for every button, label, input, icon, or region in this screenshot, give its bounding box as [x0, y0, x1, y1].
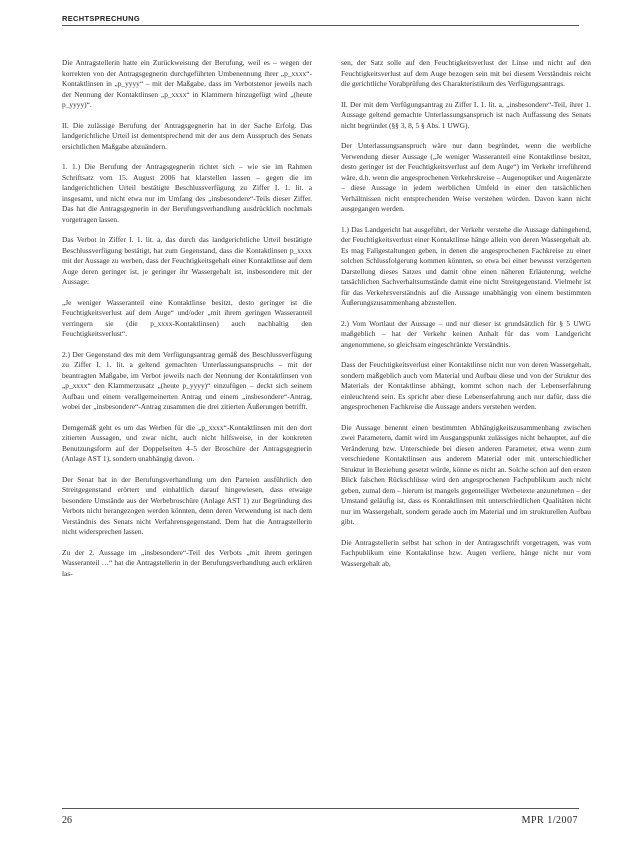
paragraph: 2.) Der Gegenstand des mit dem Verfügungsantrag gemäß des Beschlussverfügung zu Ziffer I. 1. lit. a geltend gemachten Unterlassungsanspruchs – mit der beantragten Maßgabe, im Verbot jeweils nach der Nennung der Kontaktlinsen von „p_xxxx“ den Klammerzusatz „(heute p_yyyy)“ einzufügen – deckt sich seinem Aufbau und einem verallgemeinerten Antrag und einem „insbesondere“-Antrag, wobei der „insbesondere“-Antrag zusammen die drei zitierten Äußerungen betrifft. — [62, 349, 312, 411]
paragraph: Die Antragstellerin selbst hat schon in der Antragsschrift vorgetragen, was vom Fachpublikum eine Kontaktlinse bzw. Augen verliere, hänge nicht nur vom Wassergehalt ab, — [341, 537, 591, 568]
paragraph: Das Verbot in Ziffer I. 1. lit. a, das durch das landgerichtliche Urteil bestätigte Beschlussverfügung bestätigt, hat zum Gegenstand, dass die Kontaktlinsen p_xxxx mit der Aussage zu werben, dass der Feuchtigkeitsgehalt einer Kontaktlinse auf dem Auge deren geringer ist, je geringer ihr Wassergehalt ist, insbesondere mit der Aussage: — [62, 235, 312, 286]
paragraph: 2.) Vom Wortlaut der Aussage – und nur dieser ist grundsätzlich für § 5 UWG maßgeblich – hat der Verkehr keinen Anhalt für das vom Landgericht angenommene, so gleichsam eingeschränkte Verständnis. — [341, 318, 591, 349]
left-column — [62, 58, 312, 589]
right-column — [341, 58, 591, 579]
paragraph: II. Der mit dem Verfügungsantrag zu Ziffer I. 1. lit. a, „insbesondere“-Teil, ihrer 1. Aussage geltend gemachte Unterlassungsanspruch ist nach Auffassung des Senats nicht begründet (§§ 3, 8, 5 § Abs. 1 UWG). — [341, 99, 591, 130]
paragraph: sen, der Satz solle auf den Feuchtigkeitsverlust der Linse und nicht auf den Feuchtigkeitsverlust auf dem Auge bezogen sein mit bei diesem Verständnis reicht die gerichtliche Vorabprüfung des Charakteristikum des Verfügungsantrags. — [341, 58, 591, 88]
paragraph: Dass der Feuchtigkeitsverlust einer Kontaktlinse nicht nur von deren Wassergehalt, sondern maßgeblich auch vom Material und Aufbau diese und von der Struktur des Materials der Kontaktlinse abhängt, kommt schon nach der Lebenserfahrung einleuchtend sein. Es spricht aber diese Lebenserfahrung auch nur dafür, dass die angesprochenen Fachkreise die Aussage anders verstehen werden. — [341, 360, 591, 411]
page-number: 26 — [62, 815, 72, 826]
paragraph: 1. 1.) Die Berufung der Antragsgegnerin richtet sich – wie sie im Rahmen Schriftsatz vom 15. August 2006 hat klarstellen lassen – gegen die im landgerichtlichen Urteil bestätigte Beschlussverfügung zu Ziffer I. 1. lit. a insgesamt, und nicht etwa nur im Umfang des „insbesondere“-Teils dieser Ziffer. Das hat die Antragsgegnerin in der Berufungsverhandlung ausdrücklich nochmals vorgetragen lassen. — [62, 162, 312, 224]
journal-citation: MPR 1/2007 — [521, 815, 578, 826]
paragraph: Der Unterlassungsanspruch wäre nur dann begründet, wenn die werbliche Verwendung dieser Aussage („Je weniger Wasseranteil eine Kontaktlinse besitzt, desto geringer ist der Feuchtigkeitsverlust auf dem Auge“) im Verkehr irreführend wäre, d.h. wenn die angesprochenen Verkehrskreise – Augenoptiker und Augenärzte – diese Aussage in jedem werblichen Umfeld in einer den tatsächlichen Verhältnissen nicht entsprechenden Weise verstehen würden. Davon kann nicht ausgegangen werden. — [341, 141, 591, 213]
paragraph: Der Senat hat in der Berufungsverhandlung um den Parteien ausführlich den Streitgegenstand erörtert und einhaltlich darauf hingewiesen, dass etwaige besondere Umstände aus der Werbebroschüre (Anlage AST 1) zur Begründung des Verbots nicht herangezogen werden könnten, denn deren Verwendung ist nach dem Verständnis des Senats nicht Verfahrensgegenstand. Dem hat die Antragstellerin nicht widersprechen lassen. — [62, 474, 312, 536]
paragraph: 1.) Das Landgericht hat ausgeführt, der Verkehr verstehe die Aussage dahingehend, der Feuchtigkeitsverlust einer Kontaktlinse hänge allein von deren Wassergehalt ab. Es mag Fallgestaltungen geben, in denen die angesprochenen Fachkreise zu einer solchen Schlussfolgerung kommen könnten, so etwa bei einer bewusst verzögerten Darstellung dieses Satzes und damit ohne einen näheren Erläuterung, welche tatsächlichen Sachverhaltsumstände damit eine nicht Streitgegenstand. Vielmehr ist für das Verkehrsverständnis auf die Aussage unabhängig von einem bestimmten Äußerungszusammenhang abzustellen. — [341, 224, 591, 307]
paragraph: II. Die zulässige Berufung der Antragsgegnerin hat in der Sache Erfolg. Das landgerichtliche Urteil ist dementsprechend mit der aus dem Ausspruch des Senats ersichtlichen Maßgabe abzuändern. — [62, 120, 312, 151]
paragraph: Demgemäß geht es um das Werben für die „p_xxxx“-Kontaktlinsen mit den dort zitierten Aussagen, und zwar nicht, auch nicht hilfsweise, in der konkreten Benutzungsform auf der Doppelseiten 4–5 der Broschüre der Antragsgegnerin (Anlage AST 1), sondern unabhängig davon. — [62, 422, 312, 463]
section-header: RECHTSPRECHUNG — [62, 14, 140, 23]
paragraph: „Je weniger Wasseranteil eine Kontaktlinse besitzt, desto geringer ist die Feuchtigkeitsverlust auf dem Auge“ und/oder „mit ihrem geringen Wasseranteil verringern sie (die p_xxxx-Kontaktlinsen) auch nachhaltig den Feuchtigkeitsverlust“. — [62, 297, 312, 338]
header-rule — [62, 25, 579, 26]
paragraph: Die Antragstellerin hatte ein Zurückweisung der Berufung, weil es – wegen der korrekten von der Antragsgegnerin durchgeführten Umbenennung ihrer „p_xxxx“-Kontaktlinsen in „p_yyyy“ – mit der Maßgabe, dass im Verbotstenor jeweils nach der Nennung der Kontaktlinsen „p_xxxx“ in Klammern hinzugefügt wird „(heute p_yyyy)“. — [62, 58, 312, 109]
footer-rule — [62, 808, 579, 809]
paragraph: Zu der 2. Aussage im „insbesondere“-Teil des Verbots „mit ihrem geringen Wasseranteil …“ hat die Antragstellerin in der Berufungsverhandlung auch erklären las- — [62, 547, 312, 578]
paragraph: Die Aussage benennt einen bestimmten Abhängigkeitszusammenhang zwischen zwei Parametern, damit wird im Ausgangspunkt zulässiges nicht behauptet, auf die Veränderung bzw. Unterschiede bei diesen anderen Parameter, etwa wenn zum verschiedene Kontaktlinsen aus anderem Material oder mit unterschiedlicher Struktur in Beziehung gesetzt würde, könne es nicht an. Solche schon auf den ersten Blick falschen Rückschlüsse wird den angesprochenen Fachpublikum auch nicht geben, zumal dem – hierum ist mangels gegenteiliger Werbetexte anzunehmen – der Umstand geläufig ist, dass es Kontaktlinsen mit unterschiedlichen Qualitäten nicht nur im Wassergehalt, sondern gerade auch im Material und im strukturellen Aufbau gibt. — [341, 422, 591, 526]
